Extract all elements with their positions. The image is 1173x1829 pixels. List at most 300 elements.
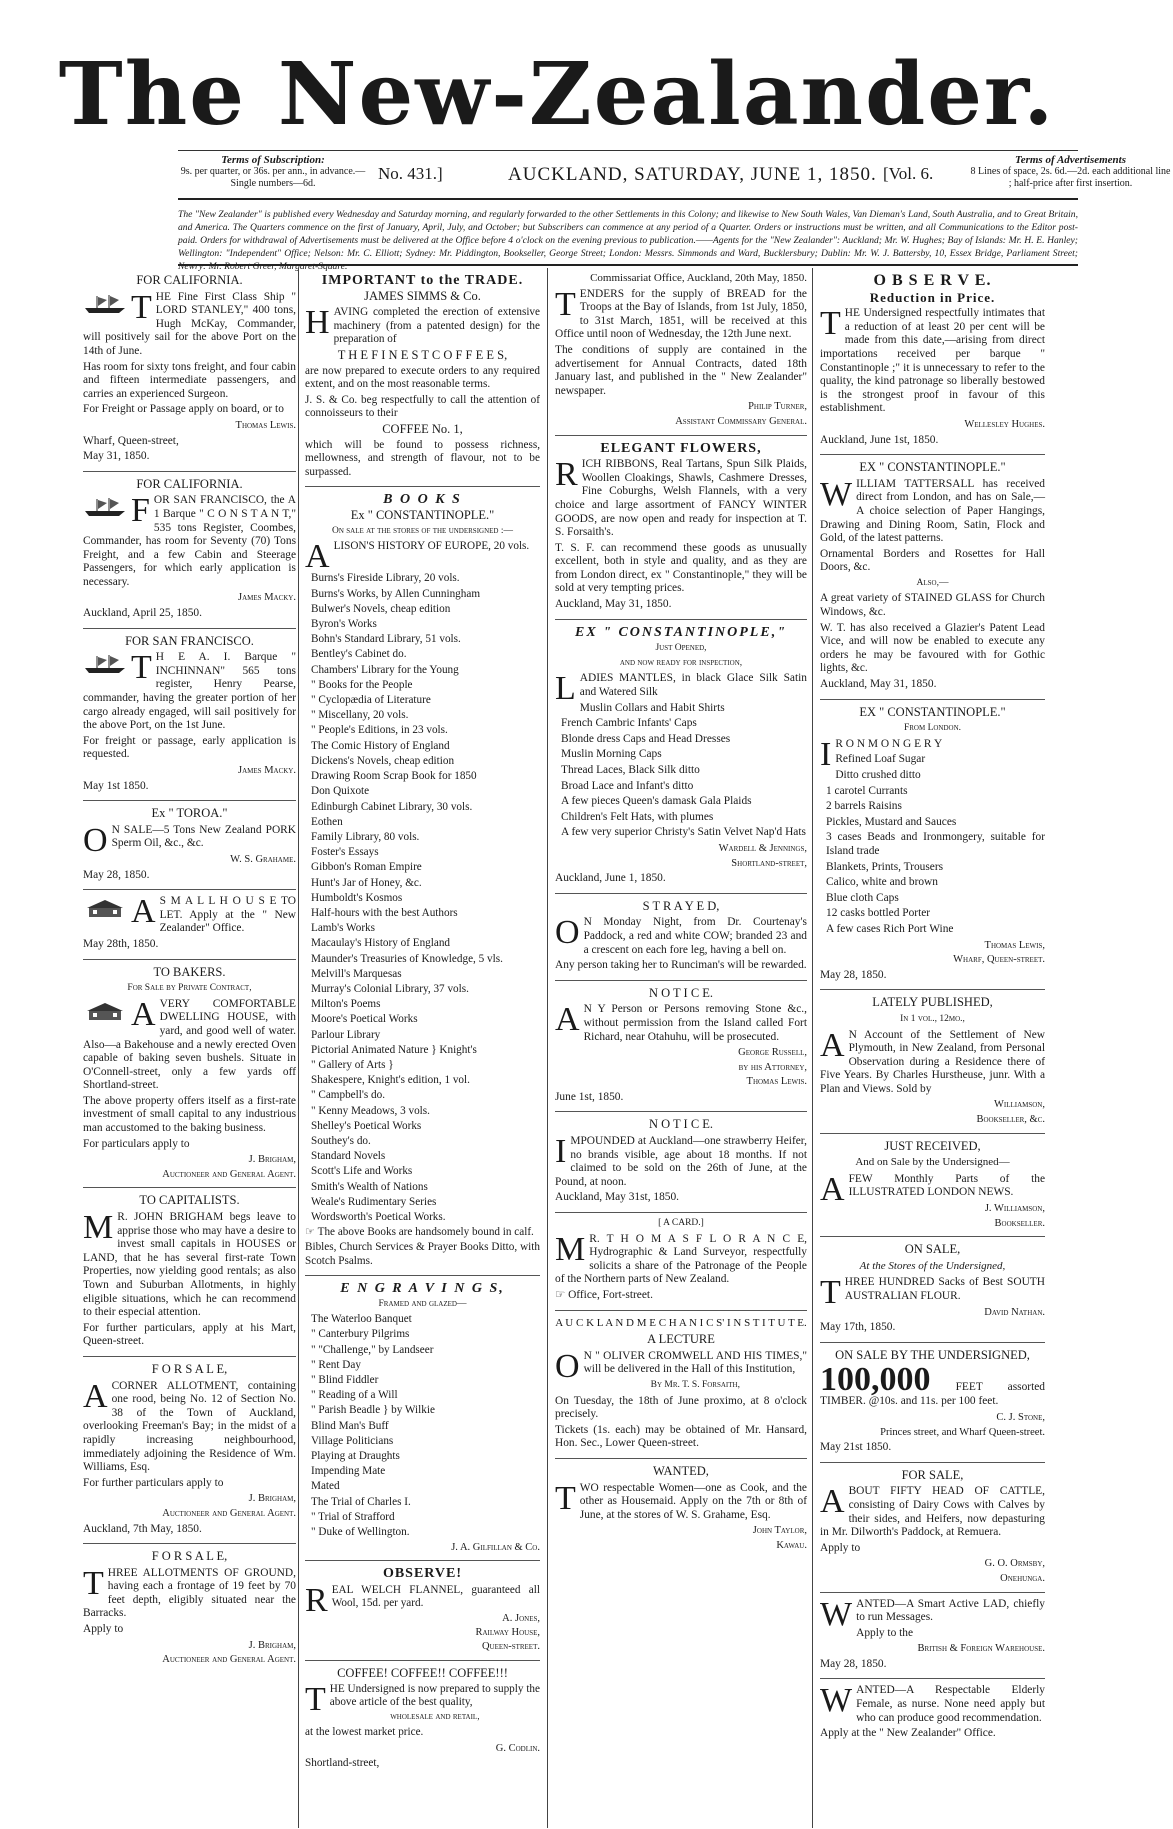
list-item: Edinburgh Cabinet Library, 30 vols.: [311, 800, 473, 813]
masthead-rule: [178, 150, 1078, 151]
ad-text: On Tuesday, the 18th of June proximo, at 8 o'clock precisely.: [555, 1394, 807, 1421]
ad-to-capitalists: [83, 1188, 296, 1357]
ad-engravings: [305, 1276, 540, 1562]
ad-signature: Bookseller, &c.: [976, 1114, 1045, 1126]
ad-timber: [820, 1343, 1045, 1463]
ad-wanted-nurse: [820, 1679, 1045, 1747]
list-item: 2 barrels Raisins: [826, 800, 902, 813]
list-item: Scott's Life and Works: [311, 1165, 413, 1178]
list-item: " Parish Beadle } by Wilkie: [311, 1404, 435, 1417]
ad-text: Apply to the: [856, 1626, 914, 1639]
ad-text: HE Undersigned is now prepared to supply the above article of the best quality,: [329, 1682, 540, 1709]
ad-text: W. T. has also received a Glazier's Patent Lead Vice, and will now be enabled to execute any orders he may be favoured with for Gothic lights, &c.: [820, 621, 1045, 675]
drop-cap: A: [820, 1483, 845, 1521]
ad-heading: FOR SAN FRANCISCO.: [125, 633, 254, 648]
ad-toroa: [83, 801, 296, 890]
ad-text: ANTED—A Respectable Elderly Female, as nurse. None need apply but who can produce good recommendation.: [856, 1684, 1045, 1724]
list-item: Muslin Collars and Habit Shirts: [579, 701, 725, 714]
ad-text: J. S. & Co. beg respectfully to call the attention of connoisseurs to their: [305, 393, 540, 419]
ad-corner-allotment: [83, 1357, 296, 1544]
list-item: Moore's Poetical Works: [311, 1013, 418, 1026]
drop-cap: F: [131, 492, 150, 530]
ad-wanted-women: [555, 1459, 807, 1559]
ad-text: are now prepared to execute orders to any required extent, and on the most reasonable terms.: [305, 365, 540, 391]
ad-flour: [820, 1237, 1045, 1343]
ad-text: ICH RIBBONS, Real Tartans, Spun Silk Plaids, Woollen Cloakings, Shawls, Cashmere Dresses, Fine Coburghs, Welsh Flannels, with a very choice and large assortment of FANCY WINTER GOODS, are now open and ready for inspection at T. S. Forsaith's.: [555, 458, 807, 539]
ad-date: Auckland, June 1, 1850.: [555, 872, 666, 885]
list-item: Dickens's Novels, cheap edition: [311, 754, 455, 767]
list-item: Pickles, Mustard and Sauces: [826, 815, 957, 828]
ad-text: R. T H O M A S F L O R A N C E, Hydrographic & Land Surveyor, respectfully solicits a share of the Patronage of the People of the Northern parts of New Zealand.: [555, 1232, 807, 1286]
ad-heading: ELEGANT FLOWERS,: [600, 440, 762, 456]
ad-text: FEET assorted TIMBER. @10s. and 11s. per 100 feet.: [820, 1381, 1045, 1408]
ad-text: N Account of the Settlement of New Plymouth, in New Zealand, from Personal Observation during a Residence there of Five Years. By Charles Hurstheuse, junr. With a Plan and Views. Sold by: [820, 1028, 1045, 1095]
list-item: Eothen: [311, 815, 343, 828]
ad-text: The above property offers itself as a first-rate investment of small capital to any industrious man accustomed to the baking business.: [83, 1094, 296, 1135]
ad-date: May 28, 1850.: [83, 868, 150, 881]
advertisement-terms: [968, 154, 1173, 190]
ad-signature: Railway House,: [475, 1627, 540, 1639]
list-item: " Rent Day: [311, 1358, 361, 1371]
ad-signature: G. Codlin.: [495, 1742, 540, 1754]
ad-text: Ornamental Borders and Rosettes for Hall Doors, &c.: [820, 547, 1045, 574]
issue-number: No. 431.]: [378, 164, 443, 183]
list-item: Blue cloth Caps: [826, 891, 899, 904]
pointing-hand-icon: ☞: [305, 1226, 318, 1239]
ad-text: FEW Monthly Parts of the ILLUSTRATED LONDON NEWS.: [848, 1172, 1045, 1199]
ad-signature: Queen-street.: [481, 1641, 540, 1653]
drop-cap: R: [305, 1581, 328, 1619]
ad-text: WO respectable Women—one as Cook, and the other as Housemaid. Apply on the 7th or 8th of June, at the stores of W. S. Grahame, Esq.: [579, 1481, 807, 1521]
ad-text: Apply at the " New Zealander" Office.: [820, 1727, 996, 1740]
ad-text: Bibles, Church Services & Prayer Books Ditto, with Scotch Psalms.: [305, 1241, 540, 1267]
ad-text: For further particulars, apply at his Mart, Queen-street.: [83, 1321, 296, 1348]
ad-address: Princes street, and Wharf Queen-street.: [880, 1426, 1045, 1438]
list-item: Wordsworth's Poetical Works.: [311, 1210, 446, 1223]
ad-heading: B O O K S: [383, 491, 462, 507]
ad-heading: EX " CONSTANTINOPLE.": [859, 704, 1006, 719]
volume-number: [Vol. 6.: [883, 164, 934, 183]
list-item: Bentley's Cabinet do.: [311, 648, 407, 661]
ad-observe-flannel: [305, 1561, 540, 1660]
ad-heading: O B S E R V E.: [873, 272, 992, 289]
ad-california-lord-stanley: [83, 268, 296, 472]
ad-heading: F O R S A L E,: [151, 1549, 228, 1564]
ad-text: HE Fine First Class Ship " LORD STANLEY," 400 tons, Hugh McKay, Commander, will positively sail for the above Port on the 14th of June.: [83, 290, 296, 357]
ad-date: May 21st 1850.: [820, 1441, 892, 1454]
ad-observe-reduction: [820, 268, 1045, 455]
ad-signature: Onehunga.: [1000, 1572, 1045, 1584]
drop-cap: W: [820, 1682, 853, 1720]
drop-cap: I: [555, 1133, 567, 1171]
drop-cap: A: [305, 538, 330, 576]
drop-cap: O: [555, 1347, 580, 1385]
list-item: Lamb's Works: [311, 922, 375, 935]
drop-cap: T: [131, 288, 152, 326]
ad-subheading: At the Stores of the Undersigned,: [859, 1259, 1006, 1272]
ad-signature: G. O. Ormsby,: [984, 1558, 1045, 1570]
ad-date: May 28, 1850.: [820, 1657, 887, 1670]
drop-cap: A: [820, 1170, 845, 1208]
ad-text: which will be found to possess richness, mellowness, and strength of flavour, not to be surpassed.: [305, 439, 540, 478]
ad-signature: Kawau.: [776, 1539, 807, 1551]
list-item: Southey's do.: [311, 1134, 371, 1147]
ad-signature: A. Jones,: [502, 1613, 540, 1625]
ad-text: Apply to: [83, 1623, 124, 1636]
ad-heading: FOR SALE,: [901, 1467, 964, 1482]
list-item: Blind Man's Buff: [311, 1419, 389, 1432]
ad-heading: EX " CONSTANTINOPLE,": [575, 624, 787, 640]
list-item: Pictorial Animated Nature } Knight's: [311, 1043, 477, 1056]
ad-california-constant: [83, 472, 296, 629]
list-item: Milton's Poems: [311, 998, 381, 1011]
list-item: " Cyclopædia of Literature: [311, 694, 431, 707]
column-divider: [812, 268, 813, 1828]
list-item: Gibbon's Roman Empire: [311, 861, 422, 874]
list-item: Bohn's Standard Library, 51 vols.: [311, 633, 461, 646]
ad-important-to-the-trade: [305, 268, 540, 487]
drop-cap: O: [555, 914, 580, 952]
ad-text: R. JOHN BRIGHAM begs leave to apprise those who may have a desire to invest small capitals in HOUSES or LAND, that he has several first-rate Town Properties, now yielding good rentals; as also Town and Suburban Allotments, in highly eligible situations, which he can recommend to their especial attention.: [83, 1211, 296, 1319]
list-item: 3 cases Beads and Ironmongery, suitable for Island trade: [826, 831, 1045, 857]
drop-cap: T: [555, 1479, 576, 1517]
drop-cap: I: [820, 735, 832, 773]
ad-date: Auckland, May 31, 1850.: [820, 678, 937, 691]
ad-signature: Auctioneer and General Agent.: [162, 1654, 296, 1666]
ad-signature: Thomas Lewis.: [235, 419, 296, 431]
ad-text: Any person taking her to Runciman's will be rewarded.: [555, 959, 807, 972]
ad-subheading: A LECTURE: [647, 1332, 715, 1347]
ad-heading: F O R S A L E,: [151, 1361, 228, 1376]
ad-subheading: Just Opened,: [655, 643, 707, 654]
list-item: Muslin Morning Caps: [561, 748, 662, 761]
dateline: AUCKLAND, SATURDAY, JUNE 1, 1850.: [508, 164, 877, 185]
ad-lately-published: [820, 990, 1045, 1133]
list-item: Murray's Colonial Library, 37 vols.: [311, 982, 469, 995]
publication-notice: The "New Zealander" is published every Wednesday and Saturday morning, and regularly forwarded to the other Settlements in this Colony; and likewise to New South Wales, Van Dieman's Land, South Australia, and to Great Britain, and America. The Quarters commence on the first of January, April, July, and October; but Subscribers can commence at any period of a Quarter. Orders or instructions must be written, and all Communications to the Editor post-paid. Orders for withdrawal of Advertisements must be delivered at the Office before 4 o'clock on the evening previous to publication.——Agents for the "New Zealander": Auckland; Mr. W. Hughes; Bay of Islands: Mr. H. E. Hanley; Wellington: "Independent" Office; Nelson: Mr. C. Elliott; Sydney: Mr. Piddington, Bookseller, George Street; London: Messrs. Simmonds and Ward, Bucklersbury; Dublin: Mr. W. J. Battersby, 10, Essex Bridge, Parliament Street; Newry: Mr. Robert Greer, Margaret-Square.: [178, 209, 1078, 272]
ad-signature: Wellesley Hughes.: [964, 418, 1045, 430]
ad-text: LISON'S HISTORY OF EUROPE, 20 vols.: [333, 540, 530, 553]
ad-text: N Monday Night, from Dr. Courtenay's Paddock, a red and white COW; branded 23 and a crescent on each fore leg, having a bell on.: [583, 916, 807, 956]
ad-heading: WANTED,: [653, 1463, 709, 1478]
ad-heading: FOR CALIFORNIA.: [136, 273, 243, 287]
ad-signature: C. J. Stone,: [996, 1411, 1045, 1423]
ad-subheading: In 1 vol., 12mo.,: [900, 1013, 965, 1024]
list-item: Smith's Wealth of Nations: [311, 1180, 428, 1193]
ad-three-allotments: [83, 1544, 296, 1673]
ad-subheading: COFFEE No. 1,: [382, 422, 463, 437]
drop-cap: T: [305, 1680, 326, 1718]
list-item: " Blind Fiddler: [311, 1374, 379, 1387]
ad-text: N SALE—5 Tons New Zealand PORK Sperm Oil, &c., &c.: [111, 823, 296, 850]
list-item: Hunt's Jar of Honey, &c.: [311, 876, 422, 889]
ad-ironmongery: [820, 700, 1045, 991]
list-item: Playing at Draughts: [311, 1450, 400, 1463]
ad-signature: John Taylor,: [752, 1525, 807, 1537]
column-divider: [547, 268, 548, 1828]
list-item: Blankets, Prints, Trousers: [826, 860, 944, 873]
ad-heading: E N G R A V I N G S,: [340, 1280, 505, 1296]
ad-date: Auckland, April 25, 1850.: [83, 607, 202, 620]
ad-signature: Thomas Lewis.: [746, 1076, 807, 1088]
drop-cap: T: [820, 305, 841, 343]
ad-heading: COFFEE! COFFEE!! COFFEE!!!: [337, 1665, 508, 1680]
list-item: Refined Loaf Sugar: [835, 753, 926, 766]
ad-signature: J. Brigham,: [248, 1493, 296, 1505]
ad-text: Office, Fort-street.: [568, 1289, 653, 1301]
ad-heading: ON SALE BY THE UNDERSIGNED,: [835, 1347, 1030, 1362]
ad-text: The conditions of supply are contained in the advertisement for Annual Contracts, dated 18th January last, and published in the " New Zealander" newspaper.: [555, 343, 807, 397]
ad-subheading: On sale at the stores of the undersigned :—: [332, 526, 513, 537]
ad-text: Apply to: [820, 1541, 861, 1554]
ad-signature: J. A. Gilfillan & Co.: [451, 1542, 540, 1554]
ad-subheading: and now ready for inspection,: [619, 657, 743, 668]
ad-subheading: Also,—: [916, 577, 949, 588]
ad-text: For further particulars apply to: [83, 1476, 224, 1489]
ad-signature: George Russell,: [738, 1047, 807, 1059]
masthead-title: The New-Zealander.: [58, 44, 1056, 145]
ad-signature: Wharf, Queen-street.: [953, 954, 1045, 966]
notice-rule: [178, 264, 1078, 266]
ad-heading: Ex " TOROA.": [151, 806, 228, 821]
ad-text: HREE ALLOTMENTS OF GROUND, having each a frontage of 19 feet by 70 feet depth, eligibly situated near the Barracks.: [83, 1566, 296, 1620]
drop-cap: A: [131, 995, 156, 1033]
ad-text: HREE HUNDRED Sacks of Best SOUTH AUSTRALIAN FLOUR.: [844, 1276, 1045, 1302]
drop-cap: A: [820, 1026, 845, 1064]
list-item: Shakespere, Knight's edition, 1 vol.: [311, 1074, 470, 1087]
book-list: [305, 572, 540, 1224]
list-item: Ditto crushed ditto: [835, 769, 921, 781]
ad-signature: J. Brigham,: [248, 1154, 296, 1166]
ad-heading: LATELY PUBLISHED,: [872, 995, 993, 1010]
column-3: [555, 268, 807, 1559]
ad-heading: TO CAPITALISTS.: [139, 1193, 240, 1208]
list-item: " Reading of a Will: [311, 1389, 398, 1402]
ad-heading: TO BAKERS.: [153, 964, 226, 979]
ad-text: Tickets (1s. each) may be obtained of Mr. Hansard, Hon. Sec., Lower Queen-street.: [555, 1423, 807, 1450]
drop-cap: M: [83, 1209, 114, 1247]
advertisement-title: Terms of Advertisements: [1014, 154, 1126, 166]
ad-text: ANTED—A Smart Active LAD, chiefly to run Messages.: [856, 1597, 1045, 1624]
drop-cap: O: [83, 821, 108, 859]
drop-cap: M: [555, 1230, 586, 1268]
list-item: Blonde dress Caps and Head Dresses: [561, 732, 731, 745]
ad-notice-stone: [555, 981, 807, 1113]
list-item: Macaulay's History of England: [311, 937, 451, 950]
ad-text: T. S. F. can recommend these goods as unusually excellent, both in style and quality, and as they are from London direct, ex " Constantinople," they will be sold at very tempting prices.: [555, 541, 807, 595]
ad-text: ENDERS for the supply of BREAD for the Troops at the Bay of Islands, from 1st July, 1850, to 31st March, 1851, will be received at this Office until noon of Wednesday, the 12th June next.: [555, 287, 807, 341]
drop-cap: H: [305, 304, 330, 342]
list-item: A few pieces Queen's damask Gala Plaids: [561, 795, 752, 808]
list-item: Burns's Fireside Library, 20 vols.: [311, 572, 460, 585]
issue-bar: [178, 154, 1171, 194]
advertisement-text: 8 Lines of space, 2s. 6d.—2d. each additional line ; half-price after first insertion.: [970, 166, 1171, 189]
ad-date: Auckland, May 31st, 1850.: [555, 1191, 680, 1204]
ad-text: S M A L L H O U S E TO LET. Apply at the " New Zealander" Office.: [159, 895, 296, 935]
ad-address: Wharf, Queen-street,: [83, 434, 179, 447]
subscription-terms: [178, 154, 368, 190]
drop-cap: T: [83, 1564, 104, 1602]
column-2: [305, 268, 540, 1777]
ad-date: Auckland, May 31, 1850.: [555, 598, 672, 611]
ad-address: Shortland-street,: [305, 1756, 380, 1769]
ad-signature: James Macky.: [238, 765, 296, 776]
ad-heading: JUST RECEIVED,: [884, 1138, 981, 1153]
list-item: Don Quixote: [311, 785, 370, 798]
ad-signature: David Nathan.: [984, 1306, 1045, 1318]
list-item: Mated: [311, 1480, 340, 1493]
house-icon: [83, 1001, 127, 1021]
ad-subheading: JAMES SIMMS & Co.: [364, 289, 481, 304]
ad-san-francisco: [83, 629, 296, 802]
list-item: Shelley's Poetical Works: [311, 1119, 422, 1132]
ad-subheading: By Mr. T. S. Forsaith,: [650, 1379, 740, 1390]
ad-subheading: wholesale and retail,: [390, 1712, 480, 1723]
ad-text: For Freight or Passage apply on board, or to: [83, 403, 284, 416]
list-item: Burns's Works, by Allen Cunningham: [311, 587, 481, 600]
drop-cap: T: [131, 649, 152, 687]
list-item: Impending Mate: [311, 1465, 386, 1478]
ad-text: MPOUNDED at Auckland—one strawberry Heifer, no brands visible, age about 18 months. If not claimed to be sold on the 26th of June, at the Pound, at noon.: [555, 1135, 807, 1188]
ad-subheading: From London.: [903, 723, 962, 734]
drop-cap: A: [555, 1001, 580, 1039]
ad-strayed: [555, 894, 807, 981]
ad-card-florance: [555, 1213, 807, 1311]
ad-coffee: [305, 1661, 540, 1777]
list-item: 12 casks bottled Porter: [826, 907, 931, 920]
list-item: " Gallery of Arts }: [311, 1058, 394, 1071]
list-item: " People's Editions, in 23 vols.: [311, 724, 448, 737]
list-item: " Books for the People: [311, 678, 413, 691]
ad-date: May 1st 1850.: [83, 779, 149, 792]
drop-cap: A: [83, 1377, 108, 1415]
ad-signature: by his Attorney,: [738, 1061, 807, 1073]
list-item: Bulwer's Novels, cheap edition: [311, 602, 451, 615]
list-item: French Cambric Infants' Caps: [561, 717, 697, 730]
column-4: [820, 268, 1045, 1748]
list-item: " Miscellany, 20 vols.: [311, 709, 409, 722]
ad-date: Auckland, 7th May, 1850.: [83, 1522, 202, 1535]
ad-books: [305, 487, 540, 1276]
list-item: Village Politicians: [311, 1434, 394, 1447]
ad-commissariat-tenders: [555, 268, 807, 436]
ad-tattersall: [820, 455, 1045, 700]
list-item: Weale's Rudimentary Series: [311, 1195, 437, 1208]
ad-text: BOUT FIFTY HEAD OF CATTLE, consisting of Dairy Cows with Calves by their sides, and Heifers, now depasturing in Mr. Dilworth's Paddock, at Remuera.: [820, 1485, 1045, 1539]
ad-elegant-flowers: [555, 436, 807, 620]
list-item: A few cases Rich Port Wine: [826, 922, 954, 935]
ad-signature: James Macky.: [238, 592, 296, 604]
ad-heading: OBSERVE!: [382, 1566, 463, 1582]
list-item: Thread Laces, Black Silk ditto: [561, 764, 700, 776]
ad-signature: British & Foreign Warehouse.: [917, 1643, 1045, 1655]
ad-text: AVING completed the erection of extensive machinery (from a patented design) for the preparation of: [333, 306, 540, 345]
list-item: Standard Novels: [311, 1150, 386, 1163]
ad-text: at the lowest market price.: [305, 1726, 424, 1739]
ad-heading: A U C K L A N D M E C H A N I C S' I N S T I T U T E.: [555, 1316, 807, 1329]
ad-text: For freight or passage, early application is requested.: [83, 734, 296, 761]
ad-text: For particulars apply to: [83, 1137, 190, 1150]
list-item: Half-hours with the best Authors: [311, 906, 458, 919]
ad-heading: N O T I C E.: [648, 985, 714, 1000]
list-item: " Trial of Strafford: [311, 1510, 395, 1523]
ad-small-house: [83, 890, 296, 959]
ad-date: May 17th, 1850.: [820, 1321, 896, 1334]
ad-date: May 28, 1850.: [820, 968, 887, 981]
ad-text: ILLIAM TATTERSALL has received direct from London, and has on Sale,— A choice selection of Paper Hangings, Drawing and Dining Room, Satin, Flock and Gold, of the latest patterns.: [820, 477, 1045, 545]
ad-subheading: T H E F I N E S T C O F F E E S,: [337, 348, 508, 363]
ad-date: June 1st, 1850.: [555, 1090, 624, 1103]
ad-subheading: And on Sale by the Undersigned—: [855, 1156, 1010, 1169]
ad-text: A great variety of STAINED GLASS for Church Windows, &c.: [820, 592, 1045, 619]
ad-signature: Assistant Commissary General.: [675, 415, 807, 427]
ad-just-received: [820, 1134, 1045, 1238]
drop-cap: W: [820, 475, 853, 513]
ad-date: May 28th, 1850.: [83, 937, 159, 950]
ad-signature: Bookseller.: [994, 1217, 1045, 1229]
list-item: " Kenny Meadows, 3 vols.: [311, 1104, 430, 1117]
ad-heading: ON SALE,: [904, 1242, 961, 1257]
ad-heading: EX " CONSTANTINOPLE.": [859, 460, 1006, 475]
subscription-text: 9s. per quarter, or 36s. per ann., in advance.—Single numbers—6d.: [180, 166, 366, 189]
ad-text: ADIES MANTLES, in black Glace Silk Satin and Watered Silk: [579, 672, 807, 699]
ad-office: Commissariat Office, Auckland, 20th May, 1850.: [590, 272, 807, 284]
list-item: " Duke of Wellington.: [311, 1526, 410, 1539]
ad-subheading: Ex " CONSTANTINOPLE.": [350, 508, 495, 523]
house-icon: [83, 898, 127, 918]
ad-signature: Thomas Lewis,: [984, 939, 1045, 951]
list-item: Parlour Library: [311, 1028, 381, 1041]
ship-icon: [83, 294, 127, 314]
timber-quantity: 100,000: [820, 1361, 931, 1399]
ad-text: R O N M O N G E R Y: [835, 737, 943, 750]
list-item: Maunder's Treasuries of Knowledge, 5 vls.: [311, 952, 503, 965]
ad-text: The above Books are handsomely bound in calf.: [317, 1226, 534, 1239]
ad-text: OR SAN FRANCISCO, the A 1 Barque " C O N S T A N T," 535 tons Register, Coombes, Commander, has room for Seventy (70) Tons Freight, and a few Cabin and Steerage Passengers, for which early application is necessary.: [83, 494, 296, 588]
list-item: The Comic History of England: [311, 739, 450, 752]
list-item: The Waterloo Banquet: [311, 1313, 412, 1326]
list-item: A few very superior Christy's Satin Velvet Nap'd Hats: [561, 826, 806, 839]
ad-text: H E A. I. Barque " INCHINNAN" 565 tons register, Henry Pearse, commander, having the greater portion of her cargo already engaged, will sail positively for the above Port, on the 1st June.: [83, 651, 296, 732]
ad-text: N " OLIVER CROMWELL AND HIS TIMES," will be delivered in the Hall of this Institution,: [583, 1349, 807, 1376]
ad-text: HE Undersigned respectfully intimates that a reduction of at least 20 per cent will be made from this date,—arising from direct importations received per barque " Constantinople ;" it is unnecessary to refer to the quality, the kind patronage so liberally bestowed is the strongest proof in favour of this establishment.: [820, 307, 1045, 415]
ad-text: CORNER ALLOTMENT, containing one rood, being No. 12 of Section No. 38 of the Town of Auckland, overlooking Freeman's Bay; in the midst of a rapidly increasing neighbourhood, immediately adjoining the Residence of Wm. Williams, Esq.: [83, 1379, 296, 1474]
list-item: Humboldt's Kosmos: [311, 891, 403, 904]
ad-text: VERY COMFORTABLE DWELLING HOUSE, with yard, and good well of water. Also—a Bakehouse and a newly erected Oven capable of baking seven bushels. Situate in O'Connell-street, only a few yards off Shortland-street.: [83, 997, 296, 1092]
ad-subheading: For Sale by Private Contract,: [127, 983, 252, 994]
list-item: Children's Felt Hats, with plumes: [561, 810, 714, 823]
ad-signature: J. Brigham,: [248, 1639, 296, 1651]
ad-signature: Shortland-street,: [731, 857, 807, 869]
list-item: Chambers' Library for the Young: [311, 663, 459, 676]
ad-text: Has room for sixty tons freight, and four cabin and fifteen intermediate passengers, and carries an experienced Surgeon.: [83, 360, 296, 400]
ad-constantinople-mantles: [555, 620, 807, 894]
list-item: Foster's Essays: [311, 846, 379, 859]
ad-date: May 31, 1850.: [83, 450, 150, 463]
list-item: Drawing Room Scrap Book for 1850: [311, 770, 477, 783]
ad-cattle: [820, 1463, 1045, 1593]
ad-signature: Wardell & Jennings,: [718, 842, 807, 854]
list-item: Calico, white and brown: [826, 876, 938, 889]
ad-text: N Y Person or Persons removing Stone &c., without permission from the Island called Fort Richard, near Otahuhu, will be prosecuted.: [583, 1003, 807, 1043]
list-item: " Campbell's do.: [311, 1089, 386, 1102]
ad-notice-impounded: [555, 1112, 807, 1213]
list-item: " Canterbury Pilgrims: [311, 1328, 410, 1341]
ad-heading: S T R A Y E D,: [642, 898, 720, 913]
ad-heading: N O T I C E.: [648, 1117, 714, 1132]
list-item: Melvill's Marquesas: [311, 967, 402, 980]
list-item: Byron's Works: [311, 618, 377, 631]
